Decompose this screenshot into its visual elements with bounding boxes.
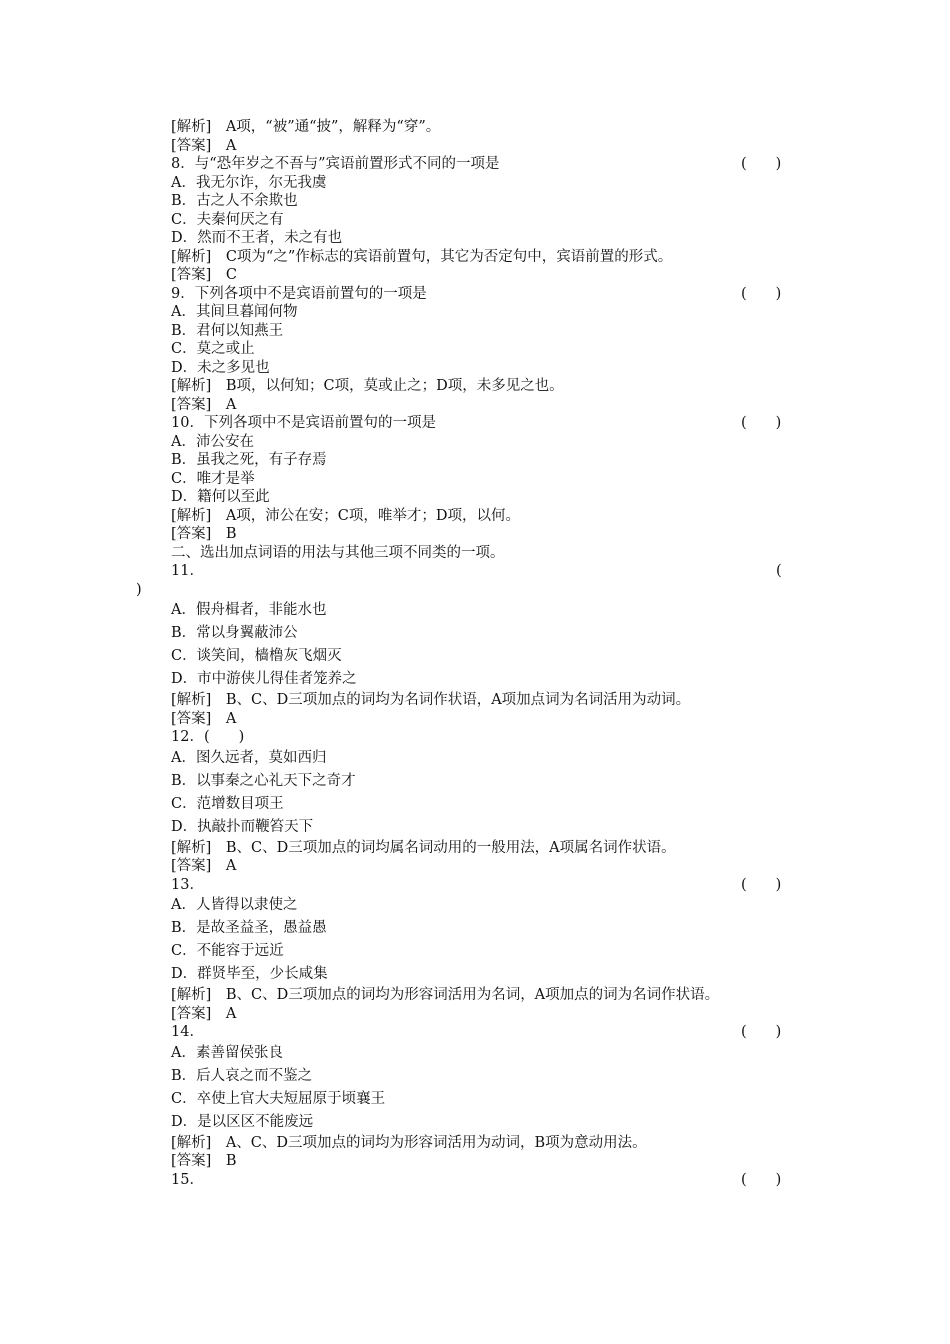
- question-line: 10．下列各项中不是宾语前置句的一项是 ( ): [171, 415, 782, 431]
- option-line: C．不能容于远近: [171, 943, 284, 959]
- answer-line: [答案] B: [171, 1153, 237, 1169]
- question-line: 8．与“恐年岁之不吾与”宾语前置形式不同的一项是 ( ): [171, 156, 782, 172]
- analysis-line: [解析] B、C、D三项加点的词均为形容词活用为名词，A项加点的词为名词作状语。: [171, 987, 720, 1003]
- option-line: A．素善留侯张良: [171, 1044, 283, 1061]
- analysis-line: [解析] A项，沛公在安；C项，唯举才；D项，以何。: [171, 507, 521, 524]
- answer-blank: ( ): [741, 1171, 782, 1188]
- option-line: C．卒使上官大夫短屈原于顷襄王: [171, 1090, 386, 1107]
- answer-blank: ( ): [741, 156, 782, 172]
- option-line: B．以事秦之心礼天下之奇才: [171, 772, 356, 789]
- option-line: C．谈笑间，樯橹灰飞烟灭: [171, 648, 342, 664]
- answer-blank: ( ): [741, 415, 782, 431]
- analysis-line: [解析] A、C、D三项加点的词均为形容词活用为动词，B项为意动用法。: [171, 1134, 647, 1151]
- question-line: 12．( ): [171, 729, 245, 745]
- option-line: C．范增数目项王: [171, 795, 284, 812]
- option-line: D．是以区区不能废远: [171, 1113, 314, 1130]
- answer-line: [答案] A: [171, 137, 237, 154]
- answer-line: [答案] C: [171, 267, 237, 283]
- question-line: 15． ( ): [171, 1171, 782, 1188]
- answer-blank-close: ): [136, 581, 142, 598]
- question-line: 11． (: [171, 563, 782, 579]
- section-heading: 二、选出加点词语的用法与其他三项不同类的一项。: [171, 544, 505, 561]
- question-line: 9．下列各项中不是宾语前置句的一项是 ( ): [171, 285, 782, 302]
- option-line: A．人皆得以隶使之: [171, 897, 298, 913]
- question-line: 14． ( ): [171, 1024, 782, 1040]
- analysis-line: [解析] B、C、D三项加点的词均属名词动用的一般用法，A项属名词作状语。: [171, 839, 676, 856]
- option-line: B．君何以知燕王: [171, 322, 284, 339]
- answer-blank-open: (: [776, 563, 782, 579]
- option-line: D．市中游侠儿得佳者笼养之: [171, 671, 357, 687]
- option-line: C．夫秦何厌之有: [171, 211, 284, 228]
- option-line: A．假舟楫者，非能水也: [171, 602, 327, 618]
- document-page: [0, 118, 950, 1189]
- answer-line: [答案] A: [171, 710, 237, 727]
- answer-line: [答案] A: [171, 396, 237, 413]
- answer-blank: ( ): [741, 876, 782, 893]
- option-line: D．未之多见也: [171, 359, 270, 376]
- option-line: B．古之人不余欺也: [171, 193, 298, 209]
- answer-blank: ( ): [741, 1024, 782, 1040]
- analysis-line: [解析] A项，“被”通“披”，解释为“穿”。: [171, 119, 441, 135]
- option-line: C．莫之或止: [171, 341, 255, 357]
- answer-line: [答案] A: [171, 1005, 237, 1022]
- option-line: D．籍何以至此: [171, 489, 270, 505]
- option-line: D．然而不王者，未之有也: [171, 230, 343, 246]
- answer-line: [答案] A: [171, 858, 237, 874]
- wrapped-paren-line: [0, 581, 950, 600]
- option-line: A．我无尔诈，尔无我虞: [171, 174, 327, 191]
- option-line: D．群贤毕至，少长咸集: [171, 966, 328, 982]
- option-line: B．后人哀之而不鉴之: [171, 1067, 313, 1084]
- question-line: 13． ( ): [171, 876, 782, 893]
- option-line: C．唯才是举: [171, 470, 255, 487]
- option-line: A．其间旦暮闻何物: [171, 304, 298, 320]
- analysis-line: [解析] B项，以何知；C项，莫或止之；D项，未多见之也。: [171, 378, 564, 394]
- option-line: D．执敲扑而鞭笞天下: [171, 818, 314, 835]
- analysis-line: [解析] C项为“之”作标志的宾语前置句，其它为否定句中，宾语前置的形式。: [171, 248, 673, 265]
- answer-line: [答案] B: [171, 526, 237, 542]
- option-line: B．常以身翼蔽沛公: [171, 625, 298, 641]
- option-line: A．沛公安在: [171, 433, 254, 450]
- analysis-line: [解析] B、C、D三项加点的词均为名词作状语，A项加点词为名词活用为动词。: [171, 692, 691, 708]
- option-line: B．虽我之死，有子存焉: [171, 452, 327, 468]
- option-line: A．图久远者，莫如西归: [171, 749, 327, 766]
- answer-blank: ( ): [741, 285, 782, 302]
- option-line: B．是故圣益圣，愚益愚: [171, 920, 327, 936]
